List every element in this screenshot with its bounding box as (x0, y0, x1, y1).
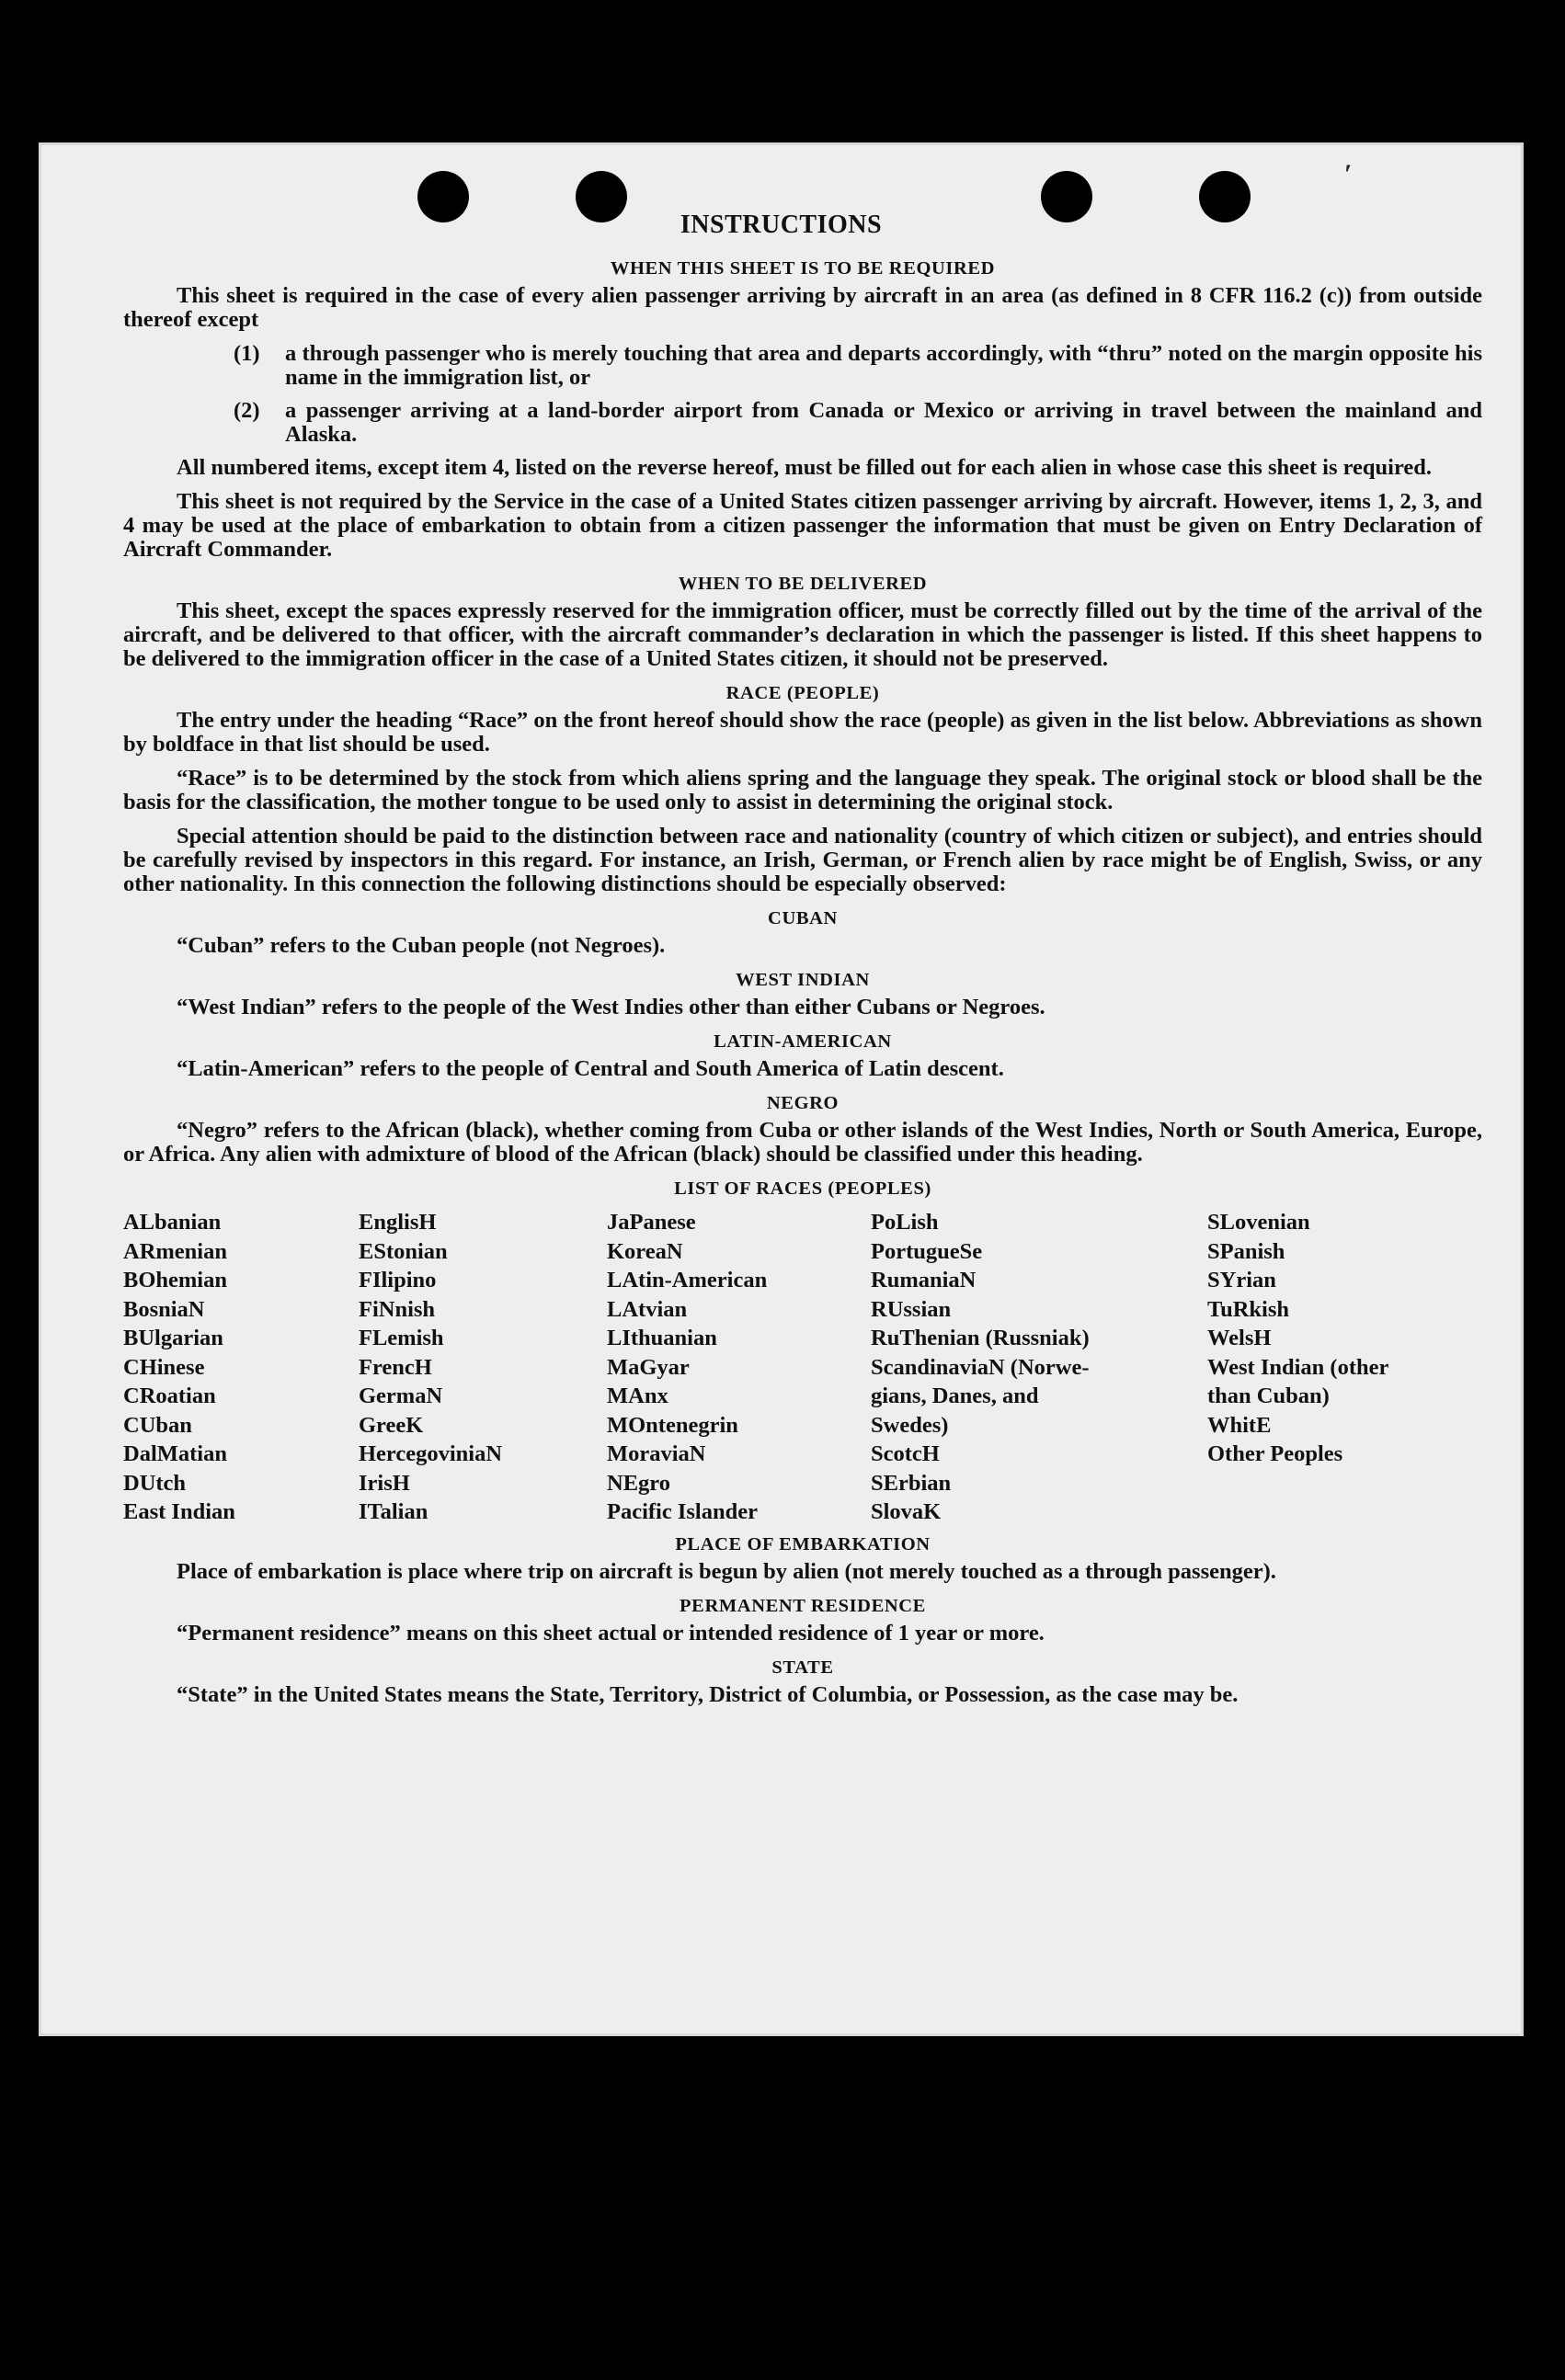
race-entry: RumaniaN (871, 1268, 977, 1292)
race-entry: LIthuanian (607, 1326, 717, 1350)
exception-item (234, 342, 1482, 390)
race-entry: East Indian (123, 1499, 235, 1524)
race-entry: EnglisH (359, 1210, 437, 1235)
race-entry: TuRkish (1207, 1296, 1290, 1322)
races-column (1207, 1208, 1482, 1527)
embarkation-text: Place of embarkation is place where trip on aircraft is begun by alien (not merely touched as a through passenger). (177, 1558, 1276, 1584)
race-entry: GreeK (359, 1412, 424, 1438)
race-entry: PortugueSe (871, 1238, 983, 1264)
section-heading-when-required: WHEN THIS SHEET IS TO BE REQUIRED (610, 258, 996, 279)
race-entry: West Indian (other (1207, 1354, 1389, 1380)
section-heading-when-delivered: WHEN TO BE DELIVERED (678, 574, 928, 594)
section-heading-state: STATE (771, 1657, 834, 1678)
document-page (39, 142, 1524, 2036)
race-entry: HercegoviniaN (359, 1441, 503, 1466)
latin-american-text: “Latin-American” refers to the people of Central and South America of Latin descent. (177, 1056, 1004, 1081)
race-paragraph-1: The entry under the heading “Race” on the front hereof should show the race (people) as given in the list below. Abbreviations as shown by boldface in that list should be used. (123, 708, 1482, 757)
item-text: a through passenger who is merely touching that area and departs accordingly, with “thru” noted on the margin opposite his name in the immigration list, or (285, 341, 1482, 390)
race-entry: ScandinaviaN (Norwe- (871, 1354, 1090, 1380)
race-entry: EStonian (359, 1238, 448, 1264)
race-entry: ARmenian (123, 1238, 227, 1264)
section-heading-negro: NEGRO (766, 1093, 840, 1113)
citizen-paragraph: This sheet is not required by the Service in the case of a United States citizen passenger arriving by aircraft. However, items 1, 2, 3, and 4 may be used at the place of embarkation to obtain from a citizen passenger the information that must be given on Entry Declaration of Aircraft Commander. (123, 489, 1482, 562)
race-entry: GermaN (359, 1384, 443, 1408)
state-text: “State” in the United States means the State, Territory, District of Columbia, or Possession, as the case may be. (177, 1681, 1239, 1707)
race-entry: LAtvian (607, 1296, 688, 1322)
race-entry: NEgro (607, 1470, 670, 1496)
race-entry: ScotcH (871, 1441, 940, 1466)
exception-item (234, 399, 1482, 447)
cuban-text: “Cuban” refers to the Cuban people (not Negroes). (177, 933, 666, 958)
race-entry: PoLish (871, 1210, 939, 1235)
race-entry: RuThenian (Russniak) (871, 1326, 1090, 1350)
race-entry: CUban (123, 1412, 192, 1438)
race-entry: DUtch (123, 1470, 187, 1496)
section-heading-races-list: LIST OF RACES (PEOPLES) (674, 1179, 931, 1199)
section-heading-embarkation: PLACE OF EMBARKATION (675, 1533, 931, 1554)
race-entry: ITalian (359, 1499, 428, 1524)
negro-text: “Negro” refers to the African (black), whether coming from Cuba or other islands of the West Indies, North or South America, Europe, or Africa. Any alien with admixture of blood of the African (black) should be classified under this heading. (123, 1118, 1482, 1167)
race-entry: IrisH (359, 1470, 410, 1496)
section-heading-residence: PERMANENT RESIDENCE (680, 1595, 926, 1616)
race-entry: SYrian (1207, 1268, 1276, 1292)
race-entry: SPanish (1207, 1238, 1285, 1264)
race-entry: gians, Danes, and (871, 1384, 1039, 1408)
when-delivered-text: This sheet, except the spaces expressly reserved for the immigration officer, must be correctly filled out by the time of the arrival of the aircraft, and be delivered to that officer, with the aircraft commander’s declaration in which the passenger is listed. If this sheet happens to be delivered to the immigration officer in the case of a United States citizen, it should not be preserved. (123, 598, 1482, 671)
race-entry: KoreaN (607, 1238, 683, 1264)
race-entry: ALbanian (123, 1210, 222, 1235)
item-text: a passenger arriving at a land-border airport from Canada or Mexico or arriving in travel between the mainland and Alaska. (285, 398, 1482, 447)
race-entry: MOntenegrin (607, 1412, 738, 1438)
section-heading-latin-american: LATIN-AMERICAN (714, 1031, 892, 1052)
section-heading-west-indian: WEST INDIAN (736, 970, 870, 990)
item-number: (1) (234, 341, 260, 366)
race-entry: SlovaK (871, 1499, 942, 1524)
races-column (359, 1208, 607, 1527)
race-entry: LAtin-American (607, 1268, 768, 1292)
race-entry: DalMatian (123, 1441, 227, 1466)
race-paragraph-3: Special attention should be paid to the distinction between race and nationality (country of which citizen or subject), and entries should be carefully revised by inspectors in this regard. For instance, an Irish, German, or French alien by race might be of English, Swiss, or any other nationality. In this connection the following distinctions should be especially observed: (123, 824, 1482, 896)
race-entry: WhitE (1207, 1412, 1272, 1438)
race-entry: FiNnish (359, 1296, 436, 1322)
races-column (871, 1208, 1207, 1527)
race-entry: BOhemian (123, 1268, 227, 1292)
instructions-body (123, 251, 1482, 1717)
race-paragraph-2: “Race” is to be determined by the stock from which aliens spring and the language they speak. The original stock or blood shall be the basis for the classification, the mother tongue to be used only to assist in determining the original stock. (123, 766, 1482, 814)
race-entry: SLovenian (1207, 1210, 1310, 1235)
race-entry: SErbian (871, 1470, 952, 1496)
race-entry: MoraviaN (607, 1441, 706, 1466)
when-required-intro: This sheet is required in the case of every alien passenger arriving by aircraft in an area (as defined in 8 CFR 116.2 (c)) from outside thereof except (123, 283, 1482, 332)
section-heading-race: RACE (PEOPLE) (725, 683, 880, 703)
section-heading-cuban: CUBAN (768, 908, 838, 928)
races-column (123, 1208, 359, 1527)
race-entry: BosniaN (123, 1296, 205, 1322)
race-entry: JaPanese (607, 1210, 696, 1235)
races-list (123, 1208, 1482, 1527)
race-entry: MAnx (607, 1384, 668, 1408)
west-indian-text: “West Indian” refers to the people of the West Indies other than either Cubans or Negroes. (177, 995, 1045, 1019)
race-entry: FIlipino (359, 1268, 437, 1292)
race-entry: than Cuban) (1207, 1384, 1330, 1408)
margin-mark: ′ (1344, 159, 1353, 189)
race-entry: RUssian (871, 1296, 952, 1322)
race-entry: BUlgarian (123, 1326, 223, 1350)
race-entry: Swedes) (871, 1412, 949, 1438)
race-entry: FrencH (359, 1354, 432, 1380)
item-number: (2) (234, 398, 260, 423)
races-column (607, 1208, 871, 1527)
page-title: INSTRUCTIONS (680, 211, 883, 239)
race-entry: CRoatian (123, 1384, 216, 1408)
race-entry: FLemish (359, 1326, 444, 1350)
race-entry: MaGyar (607, 1354, 690, 1380)
numbered-items-paragraph: All numbered items, except item 4, listed on the reverse hereof, must be filled out for each alien in whose case this sheet is required. (177, 455, 1433, 480)
race-entry: Other Peoples (1207, 1441, 1343, 1466)
race-entry: Pacific Islander (607, 1499, 758, 1524)
residence-text: “Permanent residence” means on this sheet actual or intended residence of 1 year or more. (177, 1620, 1045, 1646)
race-entry: CHinese (123, 1354, 205, 1380)
race-entry: WelsH (1207, 1326, 1272, 1350)
